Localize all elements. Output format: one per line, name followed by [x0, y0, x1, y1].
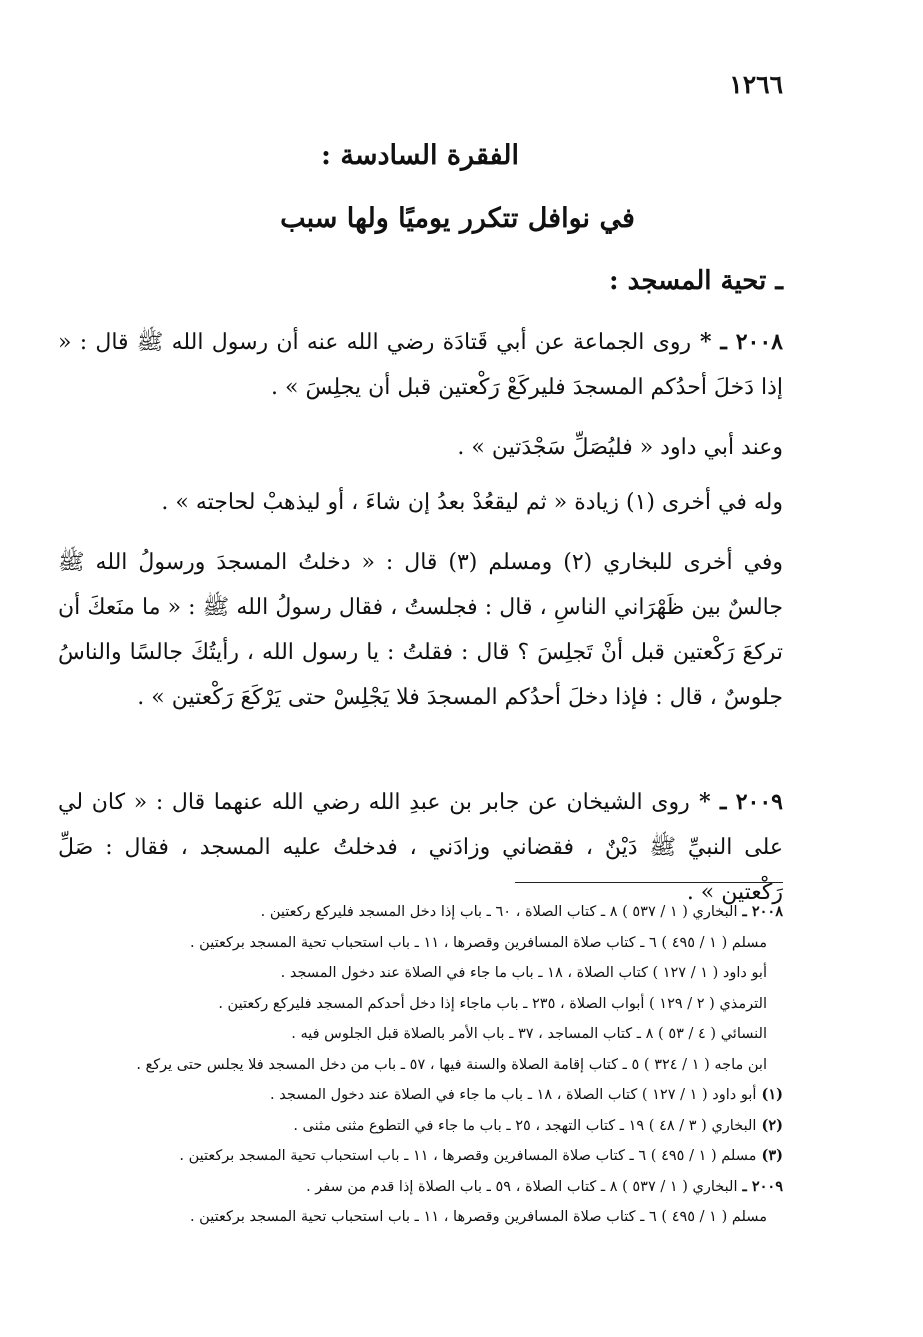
hadith-number: ٢٠٠٩ ـ * [689, 789, 783, 815]
footnote-text: البخاري ( ١ / ٥٣٧ ) ٨ ـ كتاب الصلاة ، ٥٩ ـ باب الصلاة إذا قدم من سفر . [306, 1178, 738, 1195]
paragraph-text: وله في أخرى (١) زيادة « ثم ليقعُدْ بعدُ إن شاءَ ، أو ليذهبْ لحاجته » . [161, 490, 783, 515]
footnote-text: أبو داود ( ١ / ١٢٧ ) كتاب الصلاة ، ١٨ ـ باب ما جاء في الصلاة عند دخول المسجد . [280, 965, 767, 981]
footnote-text: مسلم ( ١ / ٤٩٥ ) ٦ ـ كتاب صلاة المسافرين وقصرها ، ١١ ـ باب استحباب تحية المسجد بركعتين . [189, 1209, 767, 1225]
footnote-number: ٢٠٠٨ ـ [737, 903, 783, 920]
footnote-line [62, 1111, 783, 1142]
footnote-line [62, 1050, 783, 1081]
footnote-line [62, 928, 783, 959]
hadith-2008-paragraph [58, 320, 783, 410]
footnote-line [62, 1080, 783, 1111]
footnote-text: ابن ماجه ( ١ / ٣٢٤ ) ٥ ـ كتاب إقامة الصلاة والسنة فيها ، ٥٧ ـ باب من دخل المسجد فلا يجلس حتى يركع . [136, 1056, 767, 1073]
page-number: ١٢٦٦ [729, 70, 783, 99]
footnote-separator [515, 882, 783, 883]
footnote-text: البخاري ( ١ / ٥٣٧ ) ٨ ـ كتاب الصلاة ، ٦٠ ـ باب إذا دخل المسجد فليركع ركعتين . [260, 904, 738, 920]
footnote-line [62, 1141, 783, 1172]
footnote-text: النسائي ( ٤ / ٥٣ ) ٨ ـ كتاب المساجد ، ٣٧ ـ باب الأمر بالصلاة قبل الجلوس فيه . [291, 1026, 767, 1042]
footnote-line [62, 1172, 783, 1203]
subheading: ـ تحية المسجد : [609, 266, 783, 296]
footnote-number: (١) [756, 1086, 783, 1103]
footnote-number: (٢) [756, 1116, 783, 1134]
footnote-text: مسلم ( ١ / ٤٩٥ ) ٦ ـ كتاب صلاة المسافرين وقصرها ، ١١ ـ باب استحباب تحية المسجد بركعتين . [189, 934, 767, 951]
paragraph-text: وفي أخرى للبخاري (٢) ومسلم (٣) قال : « دخلتُ المسجدَ ورسولُ الله ﷺ جالسٌ بين ظَهْرَاني الناسِ ، قال : فجلستُ ، فقال رسولُ الله ﷺ : « ما منَعكَ أن تركعَ رَكْعتين قبل أنْ تَجلِسَ ؟ قال : فقلتُ : يا رسول الله ، رأيتُكَ جالسًا والناسُ جلوسٌ ، قال : فإذا دخلَ أحدُكم المسجدَ فلا يَجْلِسْ حتى يَرْكَعَ رَكْعتين » . [58, 550, 783, 710]
paragraph-text: وعند أبي داود « فليُصَلِّ سَجْدَتين » . [457, 435, 783, 460]
footnote-number: (٣) [756, 1147, 783, 1164]
abu-dawud-paragraph [58, 425, 783, 470]
addition-paragraph [58, 480, 783, 525]
footnote-text: الترمذي ( ٢ / ١٢٩ ) أبواب الصلاة ، ٢٣٥ ـ باب ماجاء إذا دخل أحدكم المسجد فليركع ركعتين . [218, 995, 767, 1012]
footnote-text: البخاري ( ٣ / ٤٨ ) ١٩ ـ كتاب التهجد ، ٢٥ ـ باب ما جاء في التطوع مثنى مثنى . [293, 1117, 757, 1134]
hadith-text: روى الشيخان عن جابر بن عبدِ الله رضي الله عنهما قال : « كان لي على النبيِّ ﷺ دَيْنٌ ، فقضاني وزادَني ، فدخلتُ عليه المسجد ، فقال : صَلِّ رَكْعتين » . [58, 790, 783, 905]
bukhari-muslim-paragraph [58, 540, 783, 720]
footnote-text: مسلم ( ١ / ٤٩٥ ) ٦ ـ كتاب صلاة المسافرين وقصرها ، ١١ ـ باب استحباب تحية المسجد بركعتين . [179, 1148, 757, 1164]
footnote-line [62, 897, 783, 928]
footnote-line [62, 1202, 783, 1233]
hadith-number: ٢٠٠٨ ـ * [691, 329, 783, 355]
footnotes [62, 897, 783, 1233]
footnote-text: أبو داود ( ١ / ١٢٧ ) كتاب الصلاة ، ١٨ ـ باب ما جاء في الصلاة عند دخول المسجد . [270, 1087, 757, 1103]
footnote-number: ٢٠٠٩ ـ [737, 1177, 783, 1195]
footnote-line [62, 989, 783, 1020]
footnote-line [62, 958, 783, 989]
hadith-2009-paragraph [58, 780, 783, 915]
footnote-line [62, 1019, 783, 1050]
section-title: الفقرة السادسة : [320, 140, 520, 171]
section-subtitle: في نوافل تتكرر يوميًا ولها سبب [280, 203, 635, 234]
hadith-text: روى الجماعة عن أبي قَتادَة رضي الله عنه أن رسول الله ﷺ قال : « إذا دَخلَ أحدُكم المسجدَ فليركَعْ رَكْعتين قبل أن يجلِسَ » . [58, 330, 783, 400]
